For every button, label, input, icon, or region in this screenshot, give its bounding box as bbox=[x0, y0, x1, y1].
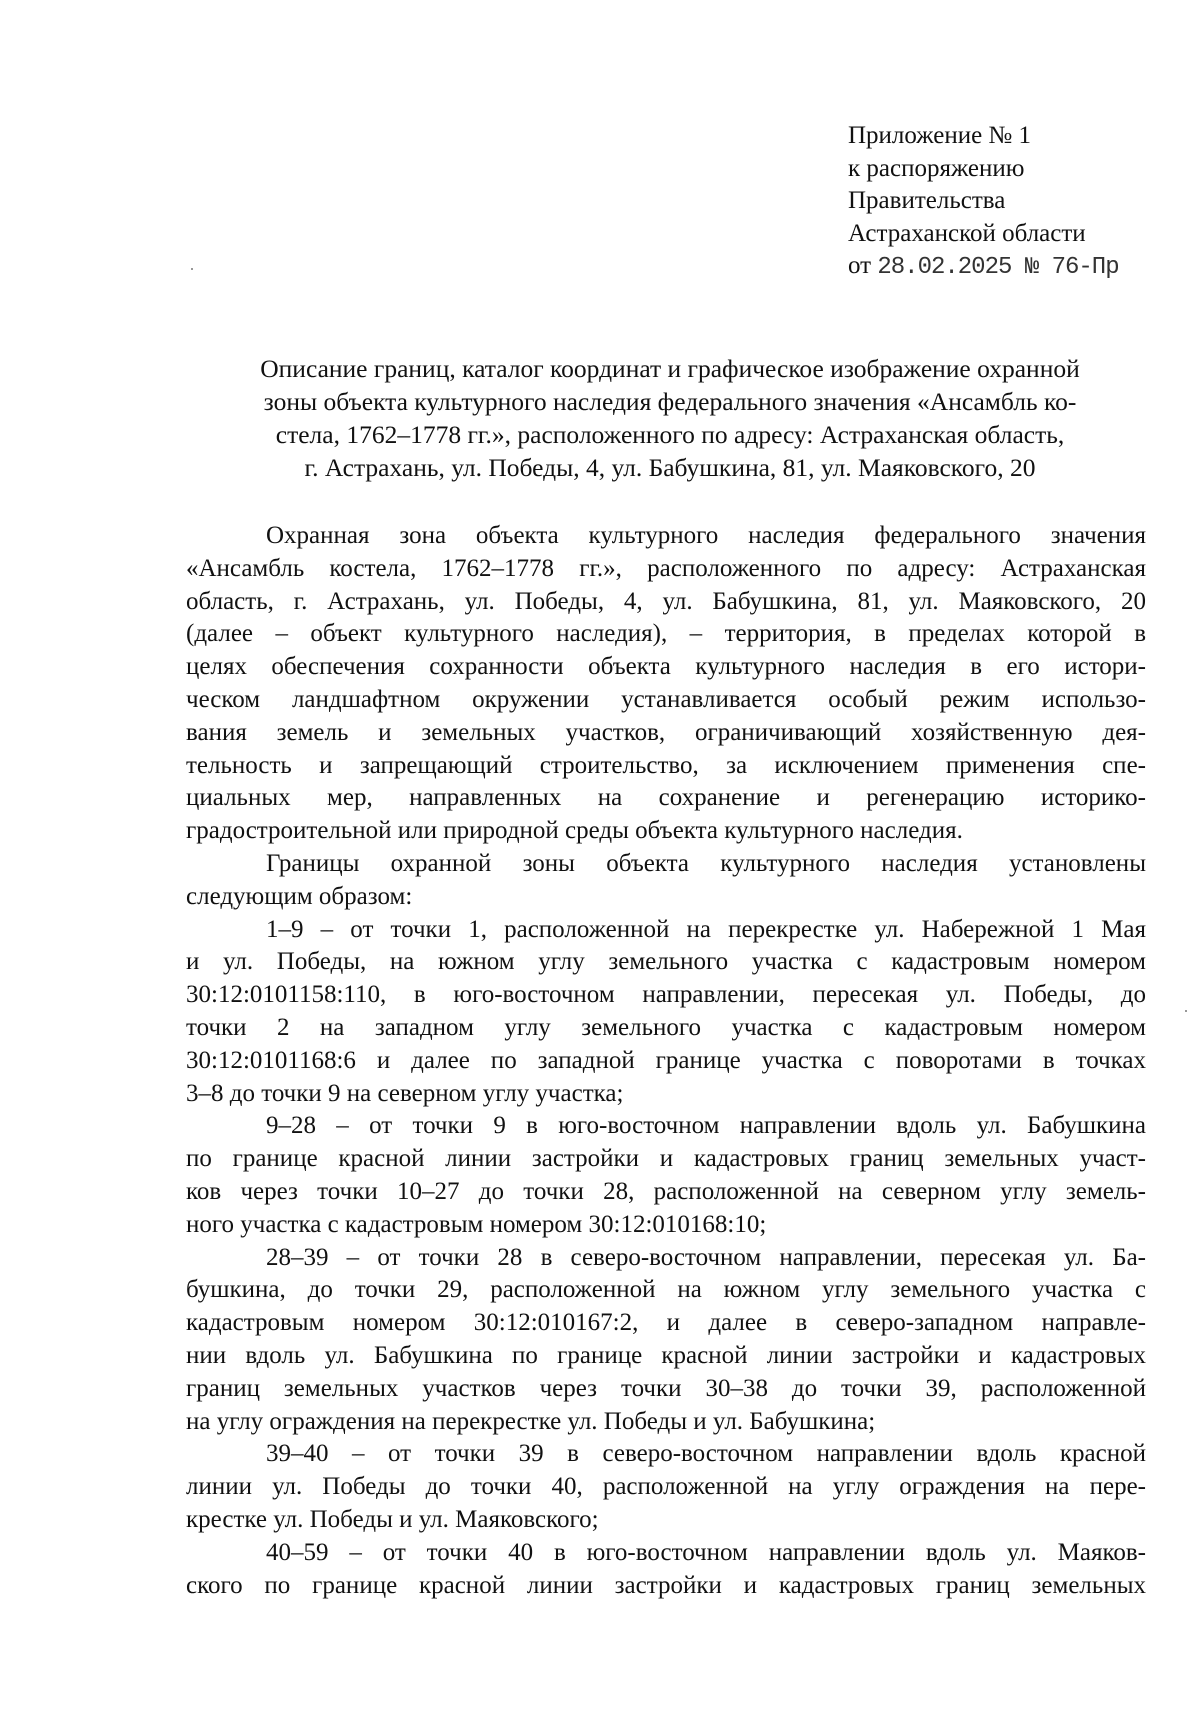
body-line: следующим образом: bbox=[186, 882, 413, 910]
body-line: ного участка с кадастровым номером 30:12:010168:10; bbox=[186, 1210, 767, 1238]
title-line: зоны объекта культурного наследия федерального значения «Ансамбль ко- bbox=[263, 387, 1077, 416]
body-line: ческом ландшафтном окружении устанавливается особый режим использо- bbox=[186, 685, 1146, 713]
appendix-line: к распоряжению bbox=[848, 154, 1025, 182]
body-line: 30:12:0101168:6 и далее по западной границе участка с поворотами в точках bbox=[186, 1046, 1146, 1074]
title-line: Описание границ, каталог координат и графическое изображение охранной bbox=[260, 354, 1080, 383]
body-line: кадастровым номером 30:12:010167:2, и далее в северо-западном направле- bbox=[186, 1309, 1146, 1337]
body-line: на углу ограждения на перекрестке ул. Победы и ул. Бабушкина; bbox=[186, 1407, 876, 1435]
body-line: ков через точки 10–27 до точки 28, расположенной на северном углу земель- bbox=[186, 1177, 1146, 1205]
appendix-date-line bbox=[848, 250, 1119, 285]
body-line: и ул. Победы, на южном углу земельного участка с кадастровым номером bbox=[186, 948, 1146, 976]
body-line: точки 2 на западном углу земельного участка с кадастровым номером bbox=[186, 1013, 1146, 1041]
body-line: по границе красной линии застройки и кадастровых границ земельных участ- bbox=[186, 1145, 1146, 1173]
document-body bbox=[186, 520, 1146, 1602]
scan-speck bbox=[1185, 1010, 1187, 1012]
body-line: «Ансамбль костела, 1762–1778 гг.», расположенного по адресу: Астраханская bbox=[186, 554, 1146, 582]
body-line: (далее – объект культурного наследия), – территория, в пределах которой в bbox=[186, 620, 1146, 648]
body-line: градостроительной или природной среды объекта культурного наследия. bbox=[186, 817, 963, 845]
scan-speck bbox=[191, 268, 193, 270]
body-line: циальных мер, направленных на сохранение и регенерацию историко- bbox=[186, 784, 1146, 812]
body-line: тельность и запрещающий строительство, за исключением применения спе- bbox=[186, 751, 1146, 779]
appendix-line: Правительства bbox=[848, 187, 1006, 214]
body-line: 3–8 до точки 9 на северном углу участка; bbox=[186, 1079, 624, 1107]
body-line: линии ул. Победы до точки 40, расположенной на углу ограждения на пере- bbox=[186, 1473, 1146, 1501]
body-line: целях обеспечения сохранности объекта культурного наследия в его истори- bbox=[186, 653, 1146, 681]
body-line: нии вдоль ул. Бабушкина по границе красной линии застройки и кадастровых bbox=[186, 1341, 1146, 1369]
appendix-line: Астраханской области bbox=[848, 219, 1086, 247]
body-line: Границы охранной зоны объекта культурного наследия установлены bbox=[266, 849, 1146, 877]
appendix-line: Приложение № 1 bbox=[848, 122, 1032, 149]
body-line: бушкина, до точки 29, расположенной на южном углу земельного участка с bbox=[186, 1276, 1146, 1304]
body-line: 39–40 – от точки 39 в северо-восточном направлении вдоль красной bbox=[266, 1440, 1146, 1468]
body-line: ского по границе красной линии застройки и кадастровых границ земельных bbox=[186, 1571, 1146, 1599]
title-line: г. Астрахань, ул. Победы, 4, ул. Бабушкина, 81, ул. Маяковского, 20 bbox=[304, 453, 1036, 482]
body-line: 9–28 – от точки 9 в юго-восточном направлении вдоль ул. Бабушкина bbox=[266, 1112, 1146, 1140]
body-line: 40–59 – от точки 40 в юго-восточном направлении вдоль ул. Маяков- bbox=[266, 1538, 1146, 1566]
body-line: область, г. Астрахань, ул. Победы, 4, ул. Бабушкина, 81, ул. Маяковского, 20 bbox=[186, 587, 1146, 615]
body-line: крестке ул. Победы и ул. Маяковского; bbox=[186, 1505, 599, 1533]
body-line: 1–9 – от точки 1, расположенной на перекрестке ул. Набережной 1 Мая bbox=[266, 915, 1146, 943]
document-title bbox=[205, 352, 1135, 484]
title-line: стела, 1762–1778 гг.», расположенного по адресу: Астраханская область, bbox=[275, 420, 1065, 449]
body-line: границ земельных участков через точки 30–38 до точки 39, расположенной bbox=[186, 1374, 1146, 1402]
body-line: 30:12:0101158:110, в юго-восточном направлении, пересекая ул. Победы, до bbox=[186, 981, 1146, 1009]
appendix-header bbox=[848, 120, 1119, 285]
body-line: вания земель и земельных участков, ограничивающий хозяйственную дея- bbox=[186, 718, 1146, 746]
date-prefix: от bbox=[848, 252, 872, 279]
date-number: 28.02.2025 № 76-Пр bbox=[877, 254, 1119, 281]
body-line: Охранная зона объекта культурного наследия федерального значения bbox=[266, 522, 1146, 549]
body-line: 28–39 – от точки 28 в северо-восточном направлении, пересекая ул. Ба- bbox=[266, 1243, 1146, 1271]
